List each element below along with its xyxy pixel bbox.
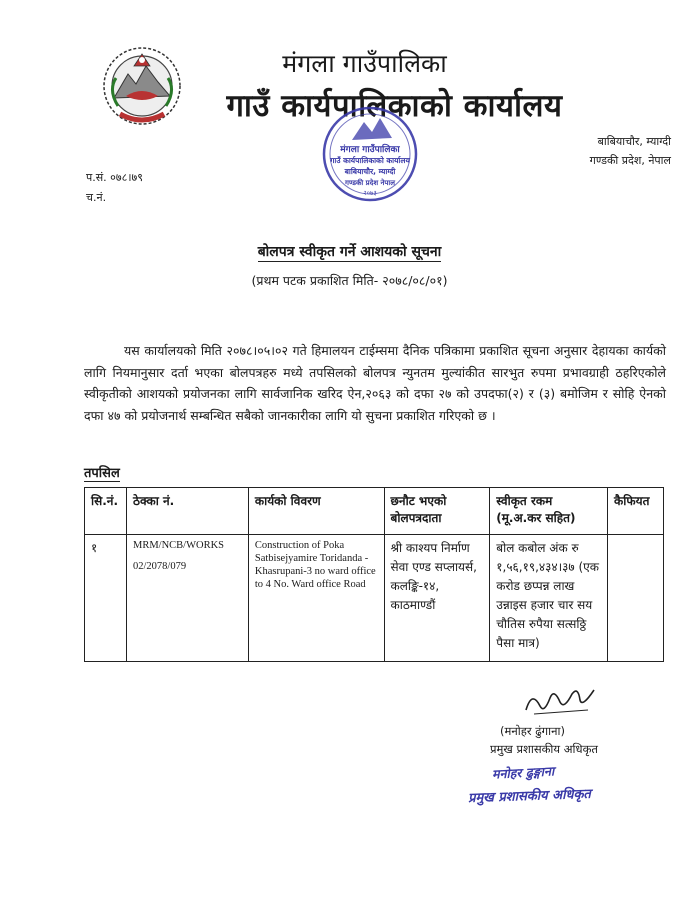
seal-line1: मंगला गाउँपालिका [340, 145, 400, 155]
dispatch-number: च.नं. [86, 191, 107, 204]
col-header-amount: स्वीकृत रकम (मू.अ.कर सहित) [490, 488, 608, 535]
cell-remarks [608, 535, 664, 662]
address-line-1: बाबियाचौर, म्याग्दी [597, 135, 671, 148]
cell-sn: १ [85, 535, 127, 662]
office-title: गाउँ कार्यपालिकाको कार्यालय [226, 88, 563, 124]
seal-line3: बाबियाचौर, म्याग्दी [344, 167, 396, 176]
cell-contract-no [126, 535, 248, 662]
signatory-stamp-title: प्रमुख प्रशासकीय अधिकृत [467, 786, 592, 807]
cell-description: Construction of Poka Satbisejyamire Toridanda - Khasrupani-3 no ward office to 4 No. Ward office Road [248, 535, 384, 662]
notice-title-text: बोलपत्र स्वीकृत गर्ने आशयको सूचना [257, 244, 442, 260]
seal-line5: २०७३ [363, 189, 377, 197]
col-header-sn: सि.नं. [85, 488, 127, 535]
col-header-description: कार्यको विवरण [248, 488, 384, 535]
cell-amount: बोल कबोल अंक रु १,५६,१९,४३४।३७ (एक करोड छप्पन्न लाख उन्नाइस हजार चार सय चौतिस रुपैया सत्सठ्ठि पैसा मात्र) [490, 535, 608, 662]
published-date: (प्रथम पटक प्रकाशित मिति- २०७८/०८/०१) [251, 273, 448, 288]
contract-no-line-1: MRM/NCB/WORKS [132, 540, 225, 551]
contract-no-line-2: 02/2078/079 [132, 561, 187, 572]
reference-number: प.सं. ०७८।७९ [86, 171, 143, 184]
signatory-name: (मनोहर ढुंगाना) [500, 724, 565, 738]
seal-line2: गाउँ कार्यपालिकाको कार्यालय [330, 156, 410, 165]
signature-mark [520, 680, 600, 720]
details-heading [84, 463, 120, 481]
notice-title [0, 242, 699, 261]
col-header-remarks: कैफियत [608, 488, 664, 535]
table-header-row [85, 488, 664, 535]
signatory-stamp-name: मनोहर ढुङ्गाना [491, 763, 555, 782]
cell-bidder: श्री काश्यप निर्माण सेवा एण्ड सप्लायर्स, कलङ्कि-१४, काठमाण्डौं [384, 535, 490, 662]
organization-name: मंगला गाउँपालिका [282, 49, 447, 78]
seal-line4: गण्डकी प्रदेश नेपाल [345, 179, 395, 187]
office-seal-stamp [316, 100, 424, 208]
bid-details-table [84, 487, 664, 662]
table-row [85, 535, 664, 662]
address-line-2: गण्डकी प्रदेश, नेपाल [589, 154, 671, 167]
signatory-title: प्रमुख प्रशासकीय अधिकृत [490, 742, 598, 756]
col-header-contract-no: ठेक्का नं. [126, 488, 248, 535]
notice-body: यस कार्यालयको मिति २०७८।०५।०२ गते हिमालयन टाईम्समा दैनिक पत्रिकामा प्रकाशित सूचना अनुसार देहायका कार्यको लागि नियमानुसार दर्ता भएका बोलपत्रहरु मध्ये तपसिलको बोलपत्र न्युनतम मुल्यांकीत सारभुत रुपमा प्रभावग्राही ठहरिएकोले स्वीकृतीको आशयको प्रयोजनका लागि सार्वजानिक खरिद ऐन,२०६३ को दफा २७ को उपदफा(२) र (३) बमोजिम र सोहि ऐनको दफा ४७ को प्रयोजनार्थ सम्बन्धित सबैको जानकारीका लागि यो सुचना प्रकाशित गरिएको छ । [84, 343, 666, 423]
details-heading-text: तपसिल [84, 466, 120, 481]
col-header-bidder: छनौट भएको बोलपत्रदाता [384, 488, 490, 535]
